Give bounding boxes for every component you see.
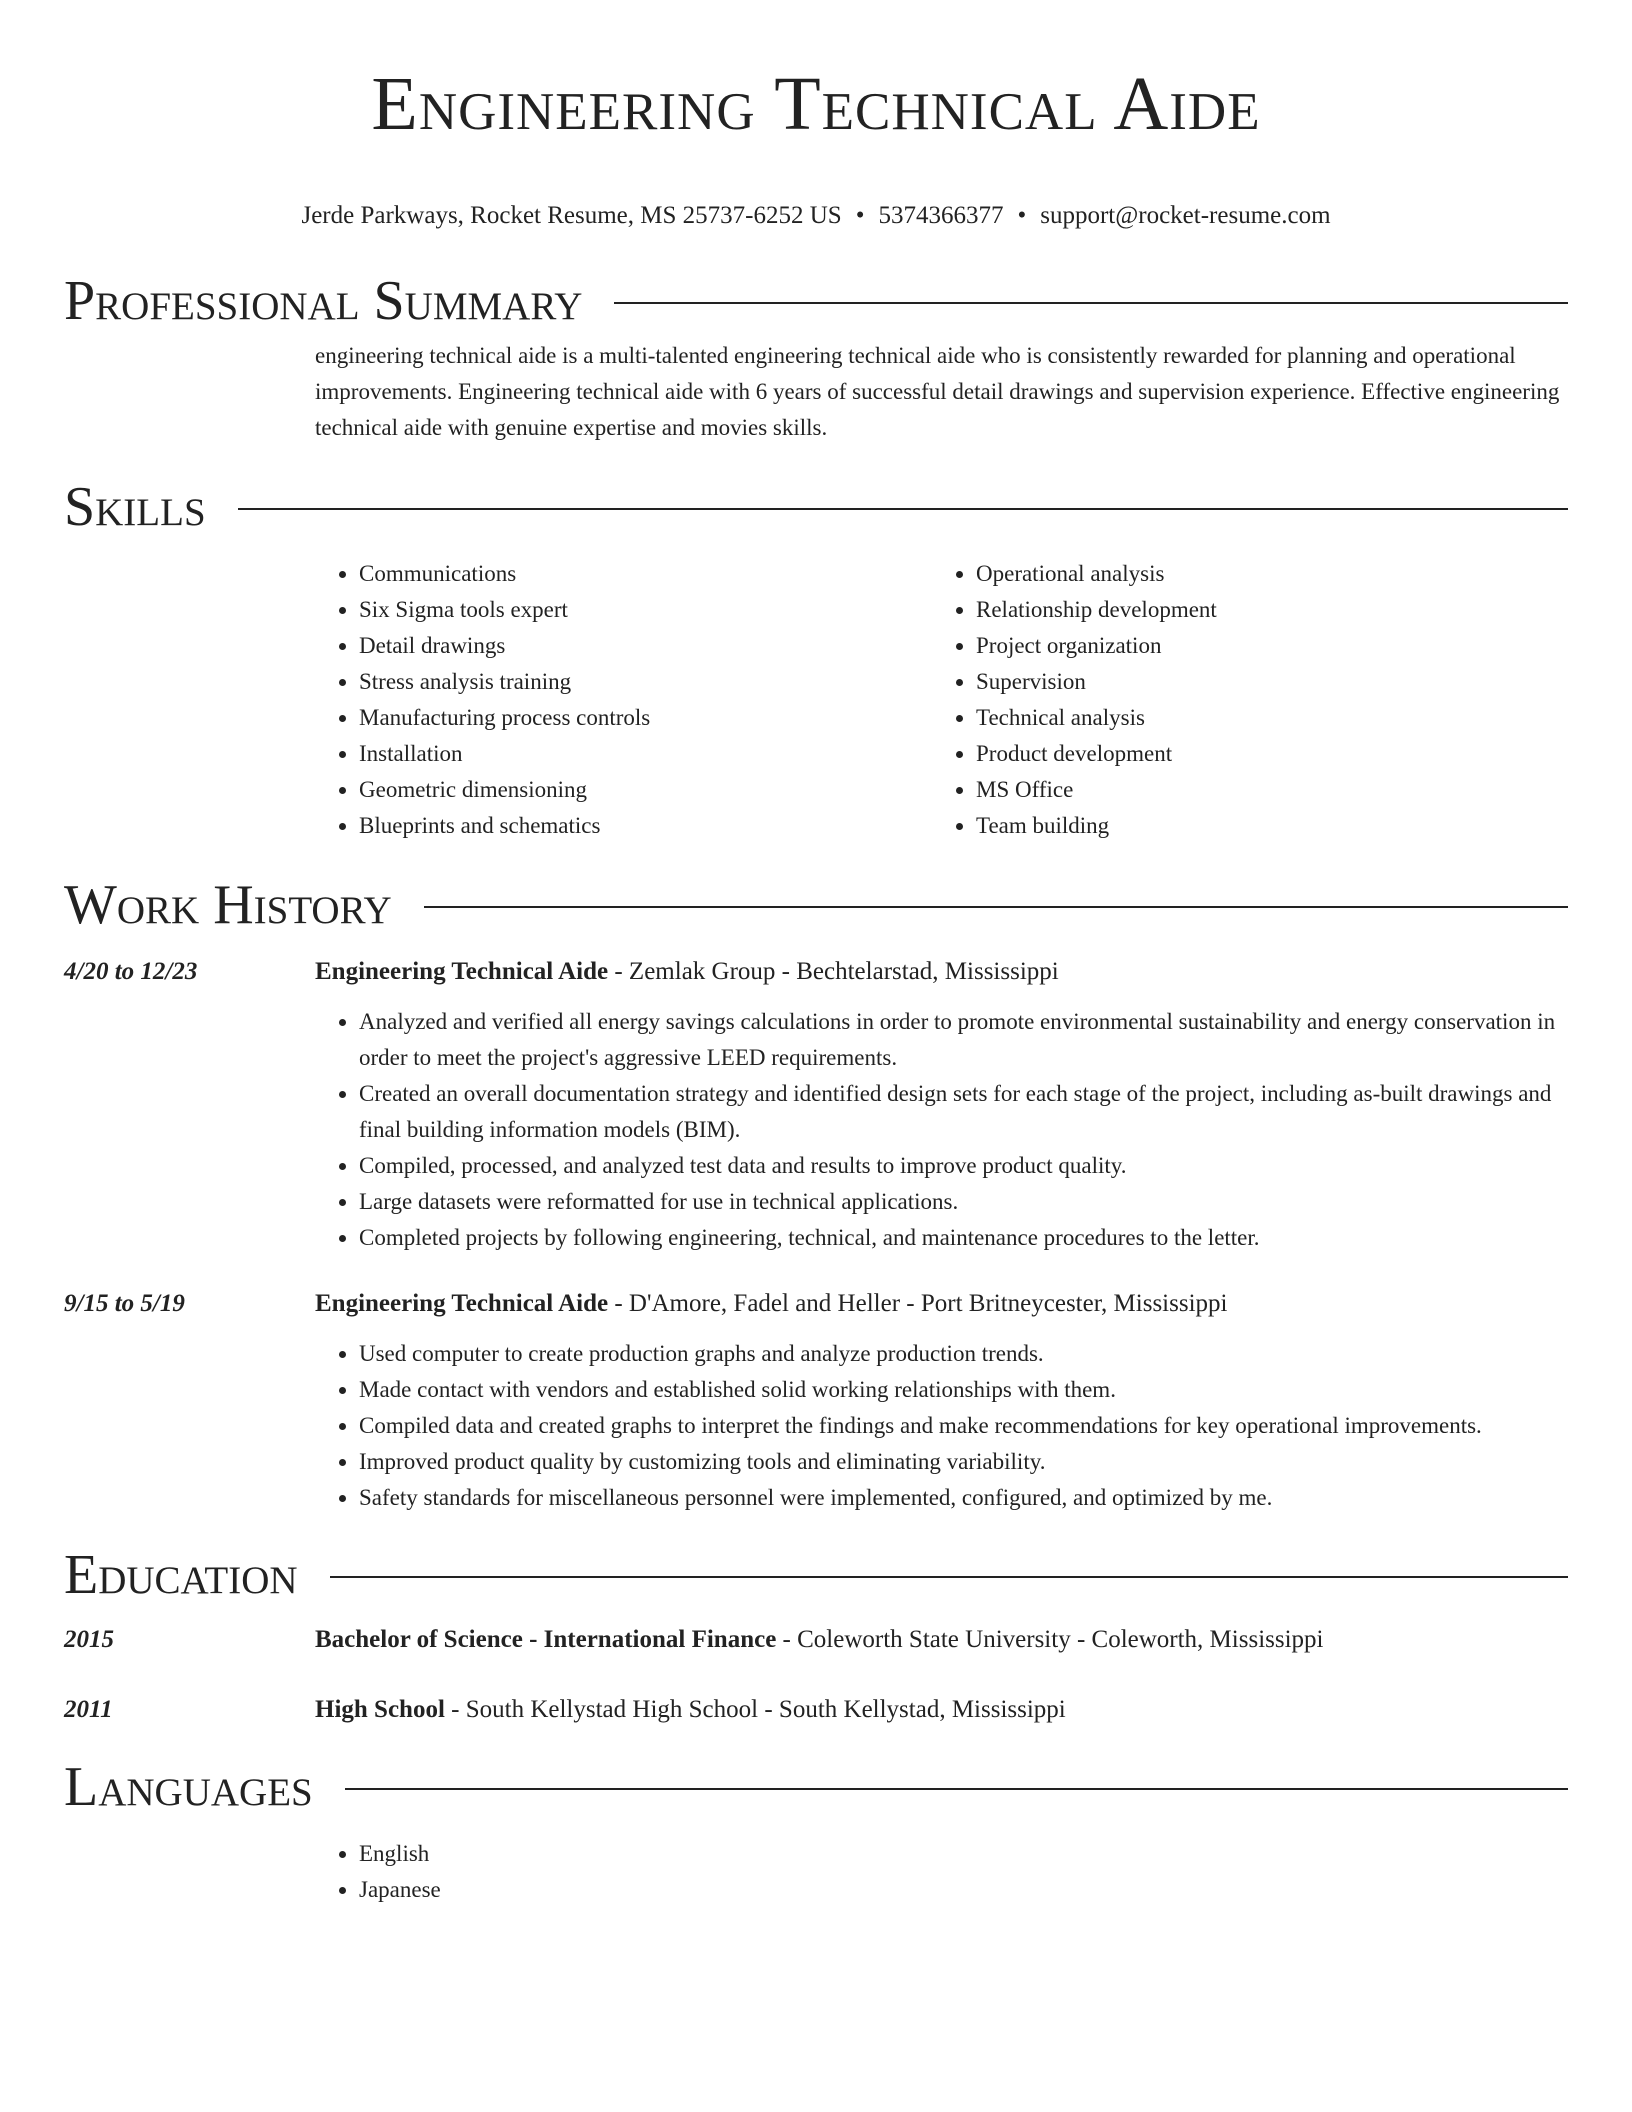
languages-list-wrap	[315, 1836, 1568, 1908]
skills-grid	[315, 556, 1568, 844]
contact-line	[64, 200, 1568, 232]
education-year: 2011	[64, 1696, 113, 1723]
section-divider	[424, 906, 1568, 908]
skill-item: • Project organization	[976, 628, 1549, 664]
job-bullet: • Compiled, processed, and analyzed test data and results to improve product quality.	[359, 1148, 1568, 1184]
job-entry	[64, 954, 1568, 1256]
work-section	[64, 870, 1568, 1516]
language-item: • English	[359, 1836, 1568, 1872]
candidate-name: Engineering Technical Aide	[371, 62, 1261, 146]
skill-item: • Technical analysis	[976, 700, 1549, 736]
section-header	[64, 1540, 1568, 1610]
job-bullet: • Completed projects by following engineering, technical, and maintenance procedures to the letter.	[359, 1220, 1568, 1256]
section-title: Languages	[64, 1756, 313, 1818]
skill-item: • Detail drawings	[359, 628, 932, 664]
section-divider	[330, 1576, 1568, 1578]
skill-item: • Stress analysis training	[359, 664, 932, 700]
section-title: Professional Summary	[64, 270, 583, 332]
education-line	[315, 1622, 1568, 1658]
skill-item: • Manufacturing process controls	[359, 700, 932, 736]
job-dates: 4/20 to 12/23	[64, 958, 198, 985]
job-bullet: • Analyzed and verified all energy savings calculations in order to promote environmental sustainability and energy conservation in order to meet the project's aggressive LEED requirements.	[359, 1004, 1568, 1076]
job-bullet: • Used computer to create production graphs and analyze production trends.	[359, 1336, 1568, 1372]
section-header	[64, 1752, 1568, 1822]
section-divider	[614, 302, 1568, 304]
skill-item: • Product development	[976, 736, 1549, 772]
education-list	[64, 1622, 1568, 1728]
section-header	[64, 266, 1568, 336]
separator-dot: •	[855, 202, 865, 229]
job-dates: 9/15 to 5/19	[64, 1290, 185, 1317]
skill-item: • Blueprints and schematics	[359, 808, 932, 844]
education-entry	[64, 1692, 1568, 1728]
education-school: - South Kellystad High School - South Kellystad, Mississippi	[444, 1696, 1066, 1723]
job-bullet: • Created an overall documentation strategy and identified design sets for each stage of the project, including as-built drawings and final building information models (BIM).	[359, 1076, 1568, 1148]
summary-section	[64, 266, 1568, 446]
education-section	[64, 1540, 1568, 1728]
skill-item: • Installation	[359, 736, 932, 772]
education-degree: High School	[315, 1696, 445, 1723]
job-title-line	[315, 1286, 1568, 1322]
skills-section	[64, 472, 1568, 844]
job-bullet: • Improved product quality by customizing tools and eliminating variability.	[359, 1444, 1568, 1480]
education-entry	[64, 1622, 1568, 1658]
job-role: Engineering Technical Aide	[315, 1290, 609, 1317]
job-header	[64, 954, 1568, 990]
skill-item: • Relationship development	[976, 592, 1549, 628]
section-title: Work History	[64, 874, 392, 936]
job-role: Engineering Technical Aide	[315, 958, 609, 985]
education-line	[315, 1692, 1568, 1728]
skills-column-right	[932, 556, 1549, 844]
education-school: - Coleworth State University - Coleworth, Mississippi	[776, 1626, 1324, 1653]
section-divider	[238, 508, 1568, 510]
job-header	[64, 1286, 1568, 1322]
section-header	[64, 870, 1568, 940]
skill-item: • Operational analysis	[976, 556, 1549, 592]
job-entry	[64, 1286, 1568, 1516]
job-bullet: • Large datasets were reformatted for use in technical applications.	[359, 1184, 1568, 1220]
job-bullet: • Compiled data and created graphs to interpret the findings and make recommendations for key operational improvements.	[359, 1408, 1568, 1444]
skill-item: • Team building	[976, 808, 1549, 844]
section-header	[64, 472, 1568, 542]
job-bullet: • Safety standards for miscellaneous personnel were implemented, configured, and optimized by me.	[359, 1480, 1568, 1516]
job-bullet: • Made contact with vendors and established solid working relationships with them.	[359, 1372, 1568, 1408]
section-title: Education	[64, 1544, 298, 1606]
education-year: 2015	[64, 1626, 114, 1653]
job-bullets	[315, 1336, 1568, 1516]
skill-item: • Geometric dimensioning	[359, 772, 932, 808]
skill-item: • Six Sigma tools expert	[359, 592, 932, 628]
section-divider	[345, 1788, 1568, 1790]
job-employer: - Zemlak Group - Bechtelarstad, Mississippi	[608, 958, 1059, 985]
phone: 5374366377	[878, 202, 1004, 229]
education-degree: Bachelor of Science - International Finance	[315, 1626, 777, 1653]
skill-item: • MS Office	[976, 772, 1549, 808]
summary-text: engineering technical aide is a multi-talented engineering technical aide who is consistently rewarded for planning and operational improvements. Engineering technical aide with 6 years of successful detail drawings and supervision experience. Effective engineering technical aide with genuine expertise and movies skills.	[315, 343, 1560, 440]
email: support@rocket-resume.com	[1040, 202, 1331, 229]
job-bullets	[315, 1004, 1568, 1256]
languages-section	[64, 1752, 1568, 1908]
skill-item: • Communications	[359, 556, 932, 592]
job-title-line	[315, 954, 1568, 990]
job-list	[64, 954, 1568, 1516]
language-item: • Japanese	[359, 1872, 1568, 1908]
separator-dot: •	[1017, 202, 1027, 229]
section-title: Skills	[64, 476, 206, 538]
skills-column-left	[315, 556, 932, 844]
job-employer: - D'Amore, Fadel and Heller - Port Britneycester, Mississippi	[608, 1290, 1228, 1317]
address: Jerde Parkways, Rocket Resume, MS 25737-6252 US	[301, 202, 842, 229]
skill-item: • Supervision	[976, 664, 1549, 700]
